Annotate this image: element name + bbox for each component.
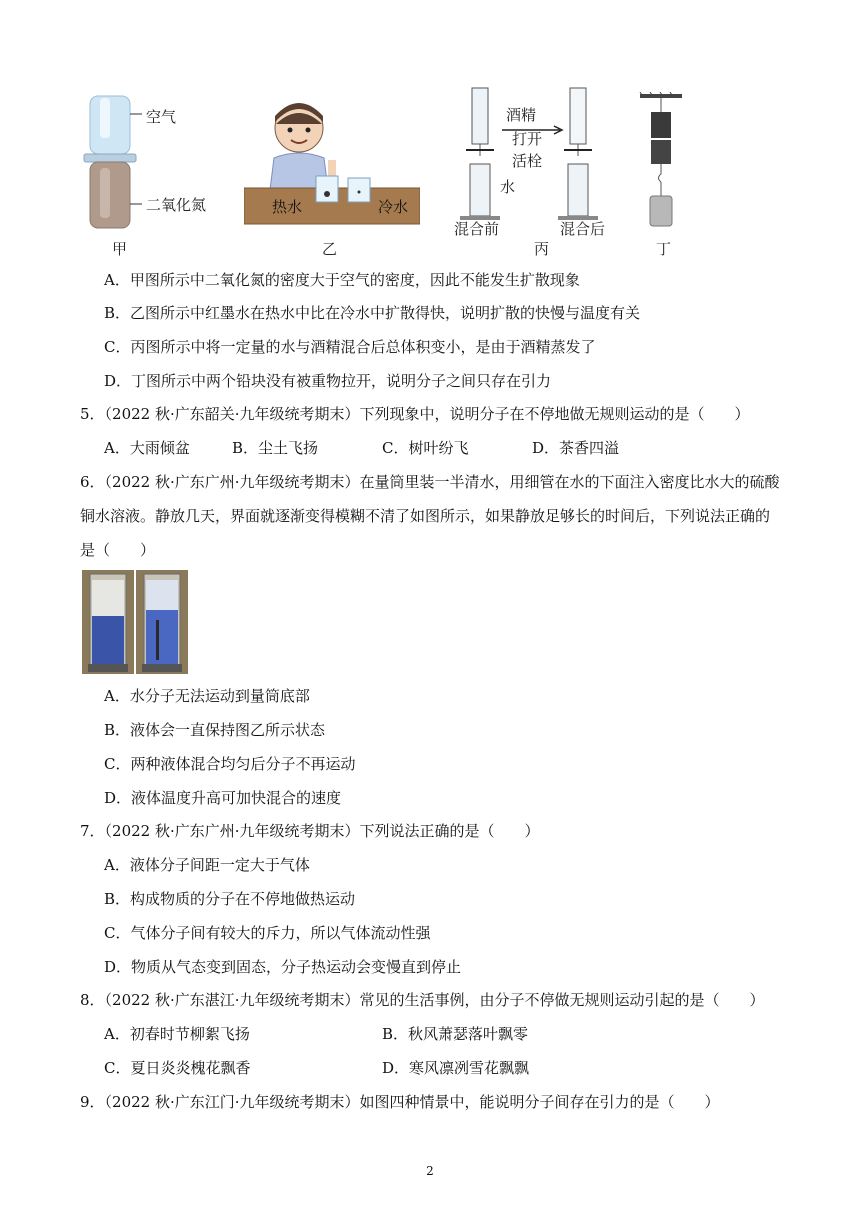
q8-option-a: A．初春时节柳絮飞扬	[104, 1025, 250, 1043]
q7-option-d: D．物质从气态变到固态，分子热运动会变慢直到停止	[104, 958, 462, 976]
q4-option-c: C．丙图所示中将一定量的水与酒精混合后总体积变小，是由于酒精蒸发了	[104, 338, 596, 356]
q6-option-c: C．两种液体混合均匀后分子不再运动	[104, 755, 356, 773]
q8-option-c: C．夏日炎炎槐花飘香	[104, 1059, 251, 1077]
q5-option-d: D．茶香四溢	[532, 439, 620, 457]
q4-option-b: B．乙图所示中红墨水在热水中比在冷水中扩散得快，说明扩散的快慢与温度有关	[104, 304, 641, 322]
caption-yi: 乙	[322, 240, 338, 258]
page-number: 2	[426, 1164, 434, 1178]
q7-stem: 7．（2022 秋·广东广州·九年级统考期末）下列说法正确的是（ ）	[80, 822, 540, 840]
photo-cylinder-before	[82, 570, 134, 674]
label-valve: 活栓	[512, 152, 543, 170]
caption-bing: 丙	[534, 240, 550, 258]
figure-ding	[638, 92, 686, 232]
burettes-illustration	[458, 84, 628, 222]
label-no2: 二氧化氮	[146, 196, 207, 214]
q6-stem-line-1: 6．（2022 秋·广东广州·九年级统考期末）在量筒里装一半清水，用细管在水的下面注入密度比水大的硫酸	[80, 473, 780, 491]
q8-option-d: D．寒风凛冽雪花飘飘	[382, 1059, 530, 1077]
q6-option-d: D．液体温度升高可加快混合的速度	[104, 789, 342, 807]
q7-option-c: C．气体分子间有较大的斥力，所以气体流动性强	[104, 924, 431, 942]
q5-stem: 5．（2022 秋·广东韶关·九年级统考期末）下列现象中，说明分子在不停地做无规则运动的是（ ）	[80, 405, 750, 423]
q4-option-a: A．甲图所示中二氧化氮的密度大于空气的密度，因此不能发生扩散现象	[104, 271, 580, 289]
q6-option-a: A．水分子无法运动到量筒底部	[104, 687, 310, 705]
q4-option-d: D．丁图所示中两个铅块没有被重物拉开，说明分子之间只存在引力	[104, 372, 552, 390]
label-after-mixing: 混合后	[560, 220, 606, 238]
q6-stem-line-2: 铜水溶液。静放几天，界面就逐渐变得模糊不清了如图所示，如果静放足够长的时间后，下列说法正确的	[80, 507, 771, 525]
label-open: 打开	[512, 130, 543, 148]
label-air: 空气	[146, 108, 177, 126]
label-alcohol: 酒精	[506, 106, 537, 124]
q7-option-b: B．构成物质的分子在不停地做热运动	[104, 890, 356, 908]
q8-option-b: B．秋风萧瑟落叶飘零	[382, 1025, 529, 1043]
label-hot-water: 热水	[272, 198, 303, 216]
q5-option-a: A．大雨倾盆	[104, 439, 190, 457]
lead-blocks-illustration	[638, 92, 686, 232]
q6-option-b: B．液体会一直保持图乙所示状态	[104, 721, 326, 739]
figure-bing	[458, 84, 628, 222]
q5-option-b: B．尘土飞扬	[232, 439, 319, 457]
q6-stem-line-3: 是（ ）	[80, 541, 156, 559]
photo-cylinder-after	[136, 570, 188, 674]
q8-stem: 8．（2022 秋·广东湛江·九年级统考期末）常见的生活事例，由分子不停做无规则运动引起的是（ ）	[80, 991, 765, 1009]
q5-option-c: C．树叶纷飞	[382, 439, 469, 457]
q9-stem: 9．（2022 秋·广东江门·九年级统考期末）如图四种情景中，能说明分子间存在引力的是（ ）	[80, 1093, 720, 1111]
label-cold-water: 冷水	[378, 198, 409, 216]
caption-ding: 丁	[656, 240, 672, 258]
caption-jia: 甲	[112, 240, 128, 258]
label-water: 水	[500, 178, 516, 196]
label-before-mixing: 混合前	[454, 220, 500, 238]
q7-option-a: A．液体分子间距一定大于气体	[104, 856, 310, 874]
